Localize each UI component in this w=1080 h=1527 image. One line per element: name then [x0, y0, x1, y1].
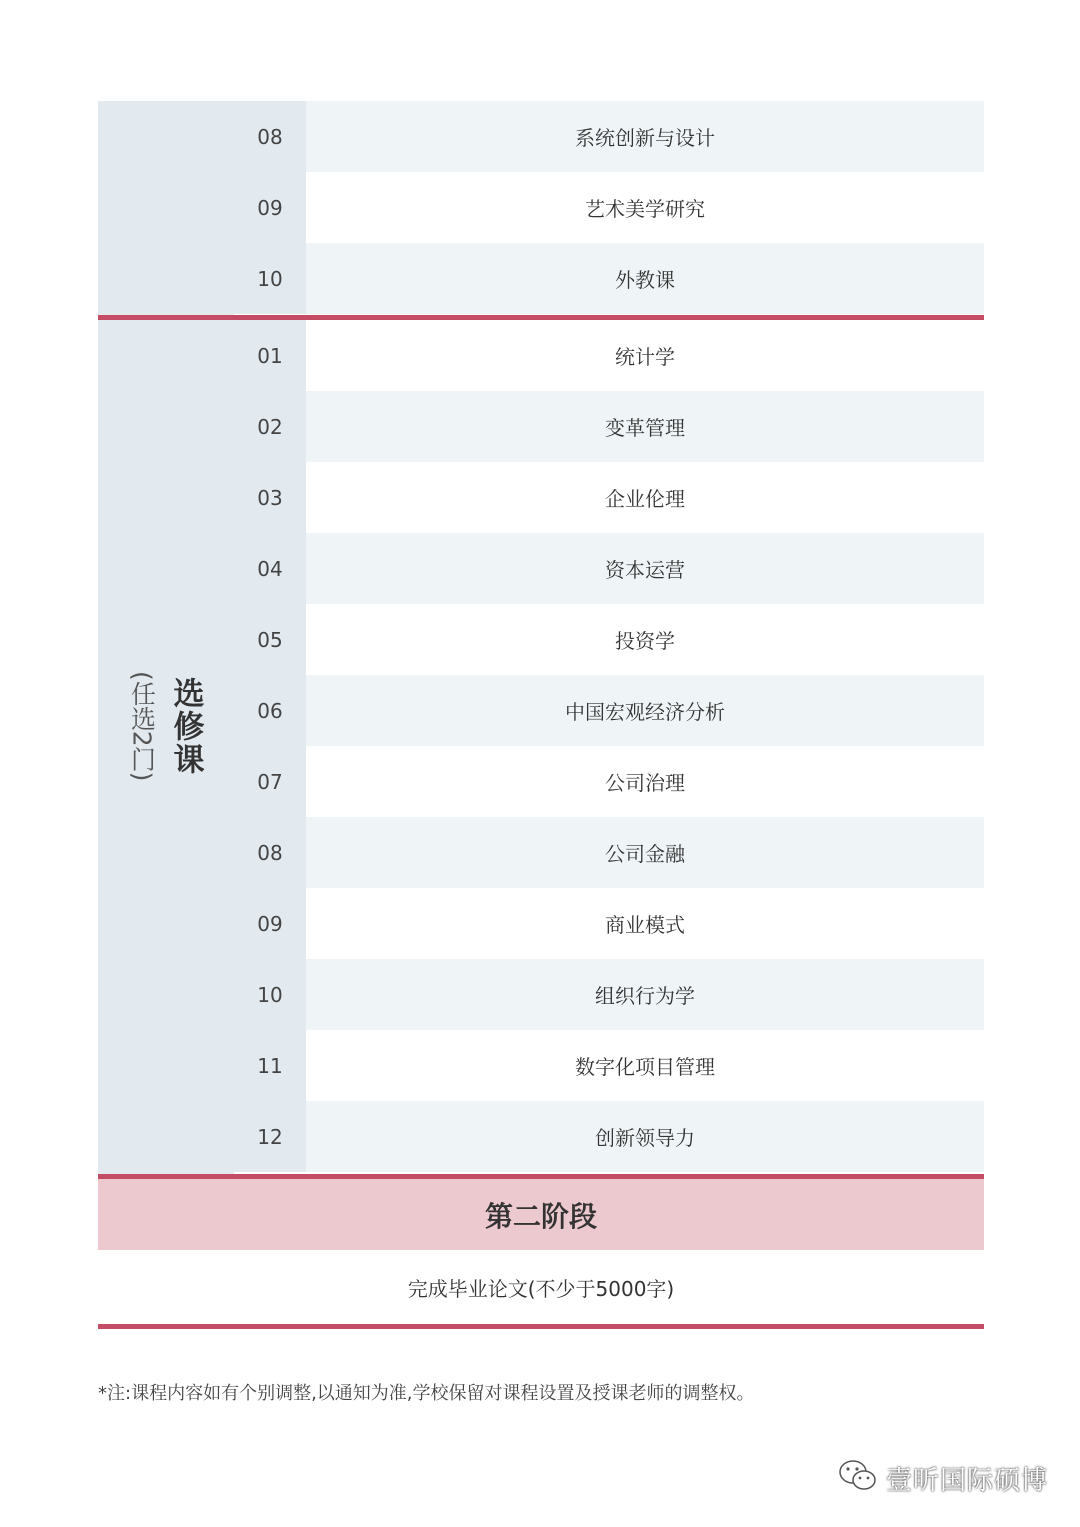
- wechat-icon: [838, 1458, 878, 1498]
- course-number: 02: [234, 391, 306, 462]
- footnote: *注:课程内容如有个别调整,以通知为准,学校保留对课程设置及授课老师的调整权。: [98, 1383, 755, 1404]
- elective-label-sub: (任选2门): [127, 670, 157, 782]
- course-name: 艺术美学研究: [306, 172, 984, 243]
- course-name: 数字化项目管理: [306, 1030, 984, 1101]
- table-row: [234, 1030, 984, 1101]
- stage-two-header: 第二阶段: [98, 1179, 984, 1250]
- course-number: 01: [234, 320, 306, 391]
- table-row: [234, 675, 984, 746]
- table-row: [234, 888, 984, 959]
- course-name: 中国宏观经济分析: [306, 675, 984, 746]
- course-number: 11: [234, 1030, 306, 1101]
- table-row: [234, 817, 984, 888]
- course-number: 05: [234, 604, 306, 675]
- course-number: 08: [234, 817, 306, 888]
- stage-two-content: 完成毕业论文(不少于5000字): [98, 1250, 984, 1324]
- course-number: 10: [234, 959, 306, 1030]
- elective-label-main: 选修课: [167, 676, 204, 776]
- course-number: 03: [234, 462, 306, 533]
- elective-category-label: [98, 320, 234, 1174]
- course-name: 企业伦理: [306, 462, 984, 533]
- course-name: 系统创新与设计: [306, 101, 984, 172]
- course-number: 06: [234, 675, 306, 746]
- table-row: [234, 320, 984, 391]
- course-number: 10: [234, 243, 306, 314]
- table-row: [234, 243, 984, 314]
- course-name: 公司金融: [306, 817, 984, 888]
- course-name: 投资学: [306, 604, 984, 675]
- table-row: [234, 533, 984, 604]
- course-number: 08: [234, 101, 306, 172]
- table-row: [234, 101, 984, 172]
- watermark-text: 壹昕国际硕博: [886, 1465, 1049, 1496]
- course-name: 公司治理: [306, 746, 984, 817]
- watermark: [838, 1458, 1048, 1498]
- course-name: 资本运营: [306, 533, 984, 604]
- category-column: [98, 101, 234, 315]
- course-number: 07: [234, 746, 306, 817]
- table-row: [234, 391, 984, 462]
- course-name: 统计学: [306, 320, 984, 391]
- table-row: [234, 172, 984, 243]
- course-number: 04: [234, 533, 306, 604]
- course-name: 创新领导力: [306, 1101, 984, 1172]
- table-row: [234, 604, 984, 675]
- section-divider: [98, 1324, 984, 1329]
- course-rows: [234, 101, 984, 314]
- course-rows: [234, 320, 984, 1172]
- course-name: 组织行为学: [306, 959, 984, 1030]
- table-row: [234, 959, 984, 1030]
- course-name: 商业模式: [306, 888, 984, 959]
- course-number: 09: [234, 172, 306, 243]
- table-row: [234, 1101, 984, 1172]
- table-row: [234, 462, 984, 533]
- table-row: [234, 746, 984, 817]
- course-name: 变革管理: [306, 391, 984, 462]
- course-number: 09: [234, 888, 306, 959]
- course-name: 外教课: [306, 243, 984, 314]
- course-number: 12: [234, 1101, 306, 1172]
